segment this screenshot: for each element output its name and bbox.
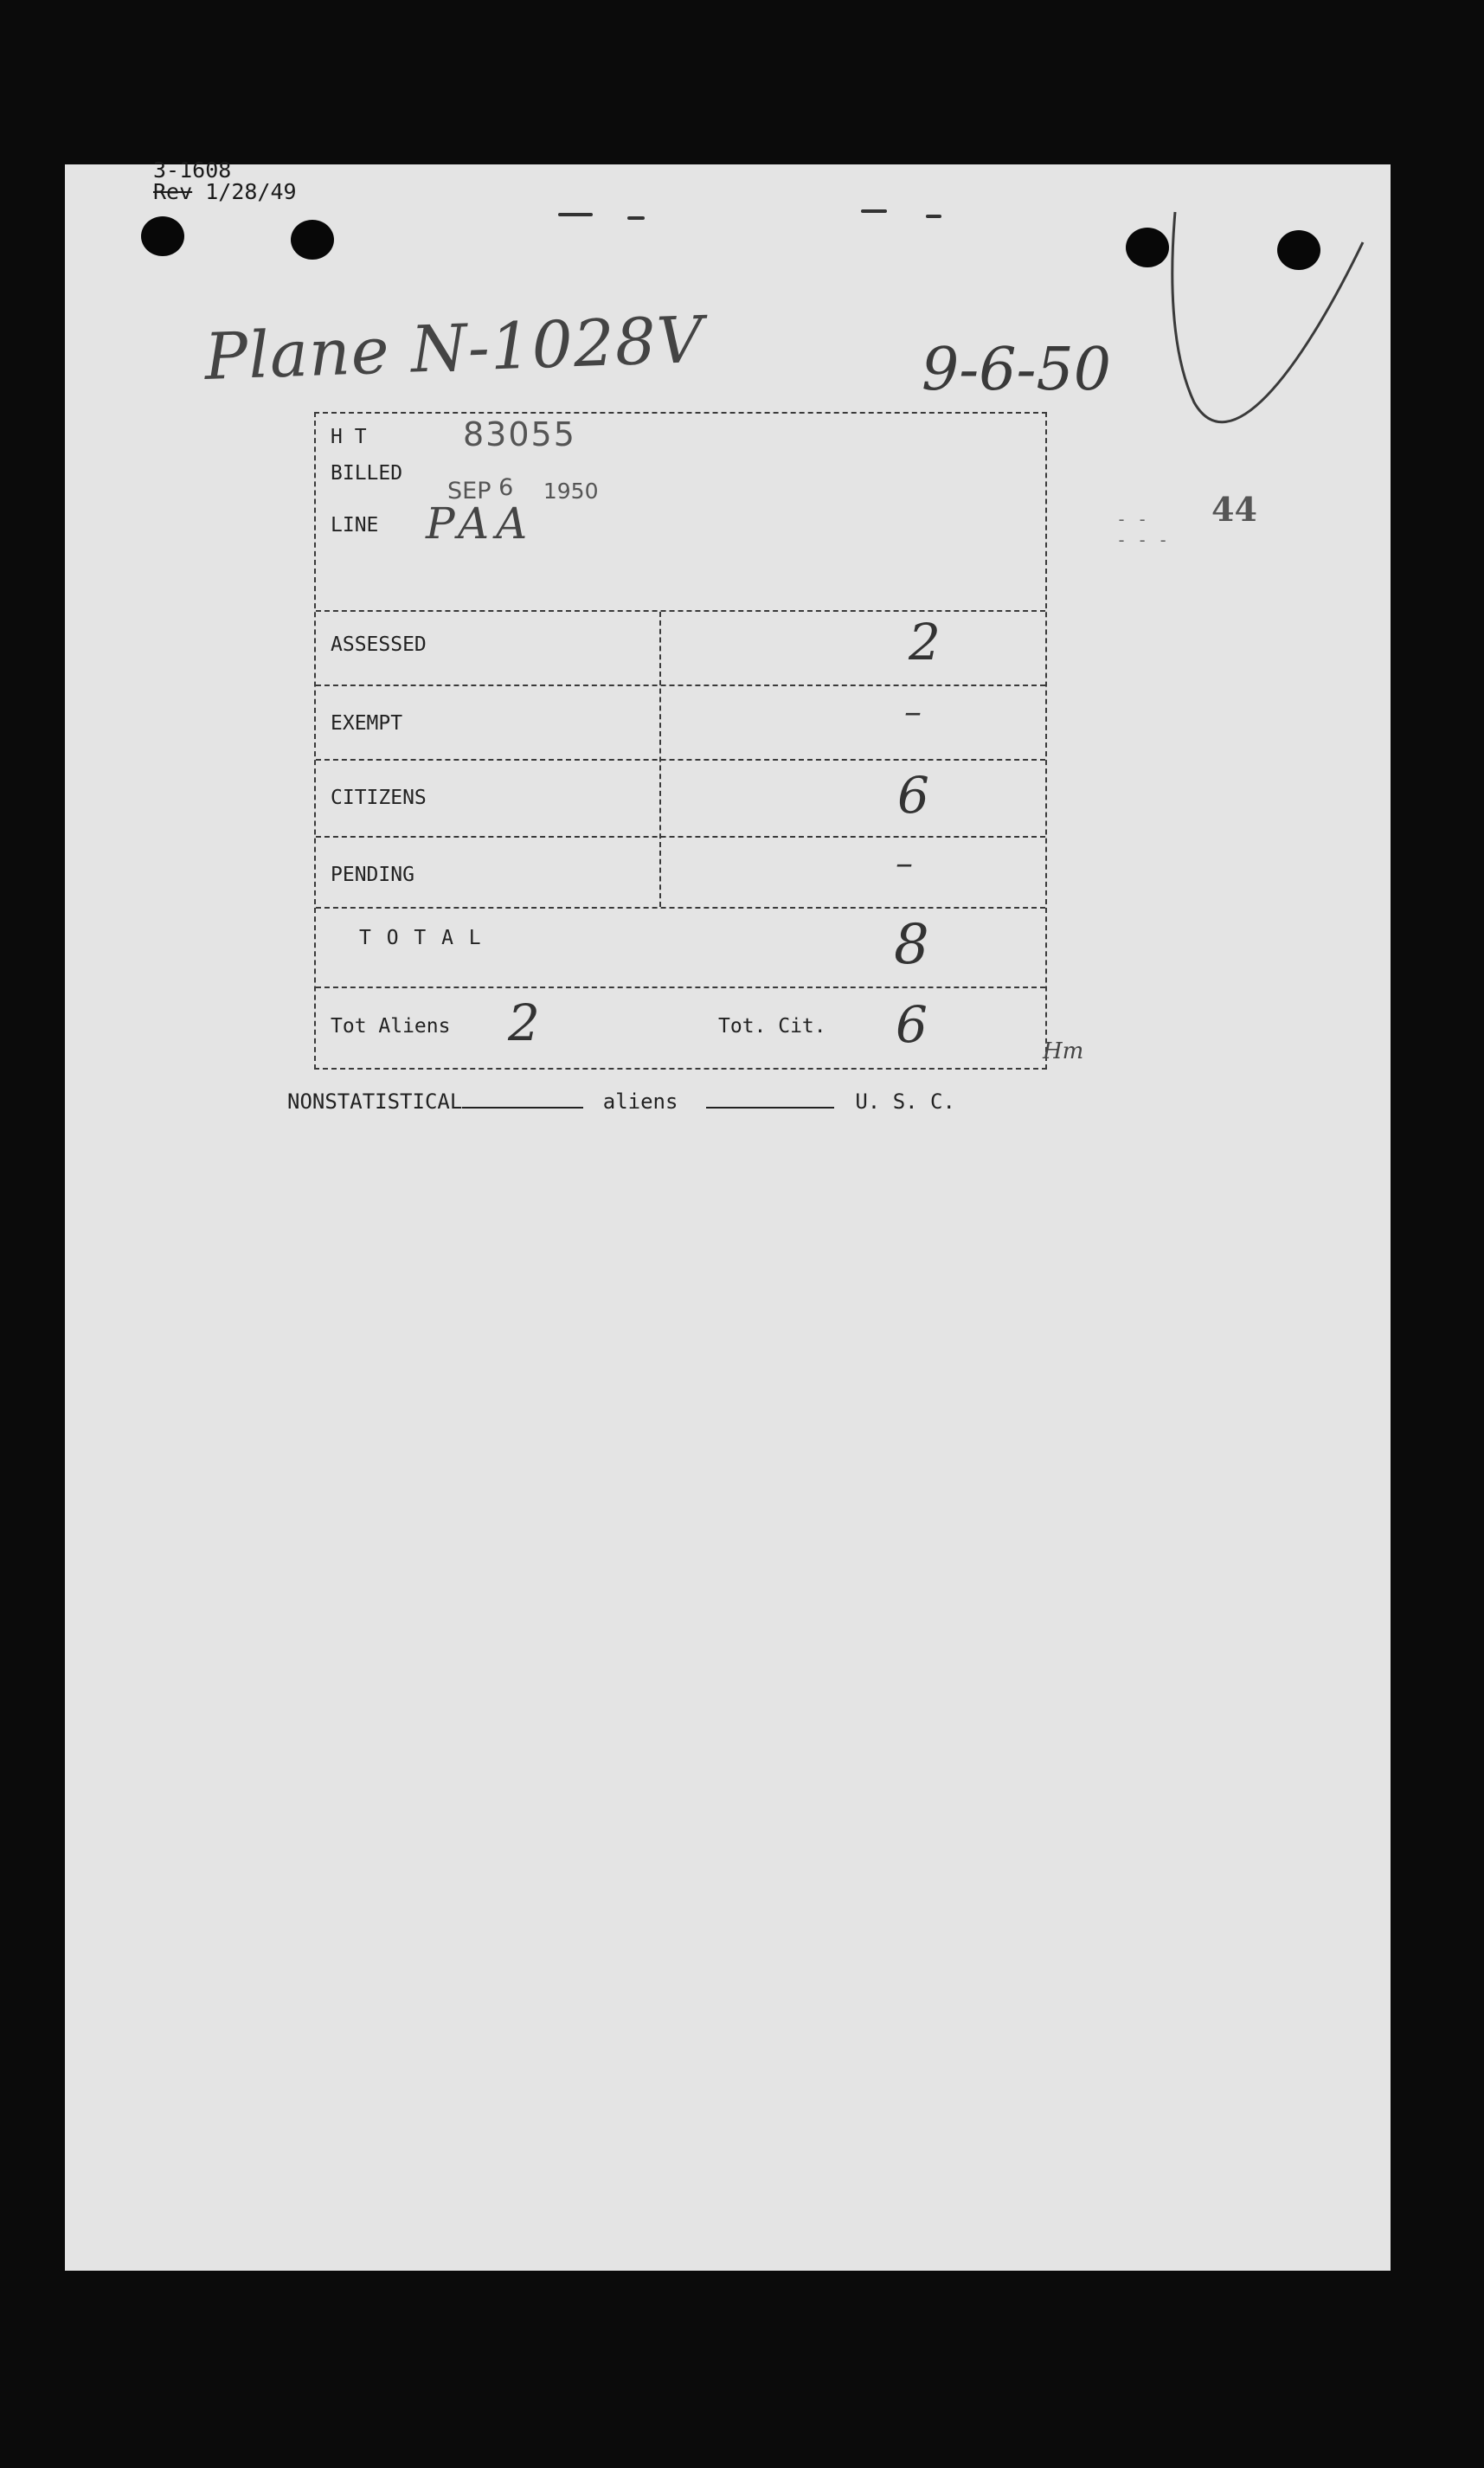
divider (316, 759, 1045, 761)
citizens-label: CITIZENS (331, 787, 427, 809)
manifest-form (314, 412, 1047, 1070)
ht-label: H T (331, 426, 367, 448)
total-value: 8 (894, 913, 929, 977)
form-revision-date: 1/28/49 (205, 179, 297, 204)
nonstatistical-label: NONSTATISTICAL (287, 1089, 463, 1114)
form-revision-prefix: Rev (153, 179, 193, 204)
tot-aliens-value: 2 (508, 993, 540, 1052)
punch-hole (291, 220, 334, 260)
form-revision (153, 181, 297, 202)
initials: Hm (1043, 1038, 1084, 1064)
line-label: LINE (331, 514, 379, 537)
ht-number: 83055 (463, 415, 576, 453)
exempt-label: EXEMPT (331, 712, 403, 735)
divider (316, 836, 1045, 838)
usc-label: U. S. C. (855, 1089, 955, 1114)
assessed-label: ASSESSED (331, 633, 427, 656)
tot-aliens-label: Tot Aliens (331, 1015, 451, 1038)
aliens-blank (462, 1103, 583, 1109)
document-page (65, 157, 1391, 2271)
tot-cit-value: 6 (896, 995, 928, 1054)
handwritten-date: 9-6-50 (922, 336, 1112, 404)
aliens-label: aliens (602, 1089, 678, 1114)
speck (861, 209, 887, 213)
divider (316, 987, 1045, 988)
divider (316, 684, 1045, 686)
check-mark-icon (1090, 203, 1376, 463)
speck (558, 213, 593, 216)
divider (316, 907, 1045, 909)
form-number: 3-1608 (153, 157, 232, 183)
billed-month: SEP (447, 478, 491, 505)
page-number: 44 (1211, 490, 1257, 529)
pending-label: PENDING (331, 864, 414, 886)
punch-hole (141, 216, 184, 256)
form-number-block (153, 159, 297, 202)
billed-label: BILLED (331, 462, 403, 485)
exempt-value: – (904, 692, 922, 732)
speck (926, 215, 941, 218)
divider (316, 610, 1045, 612)
total-label: T O T A L (359, 927, 483, 949)
assessed-value: 2 (909, 613, 941, 672)
tot-cit-label: Tot. Cit. (718, 1015, 826, 1038)
billed-year: 1950 (543, 479, 599, 504)
pending-value: – (896, 844, 913, 884)
billed-day: 6 (498, 474, 514, 501)
citizens-value: 6 (897, 766, 929, 825)
handwritten-plane-number: Plane N-1028V (203, 302, 705, 395)
line-value: PAA (426, 498, 535, 549)
faint-marks: - - - - - (1116, 509, 1169, 550)
usc-blank (706, 1103, 834, 1109)
nonstatistical-line (287, 1089, 955, 1114)
speck (627, 216, 645, 220)
